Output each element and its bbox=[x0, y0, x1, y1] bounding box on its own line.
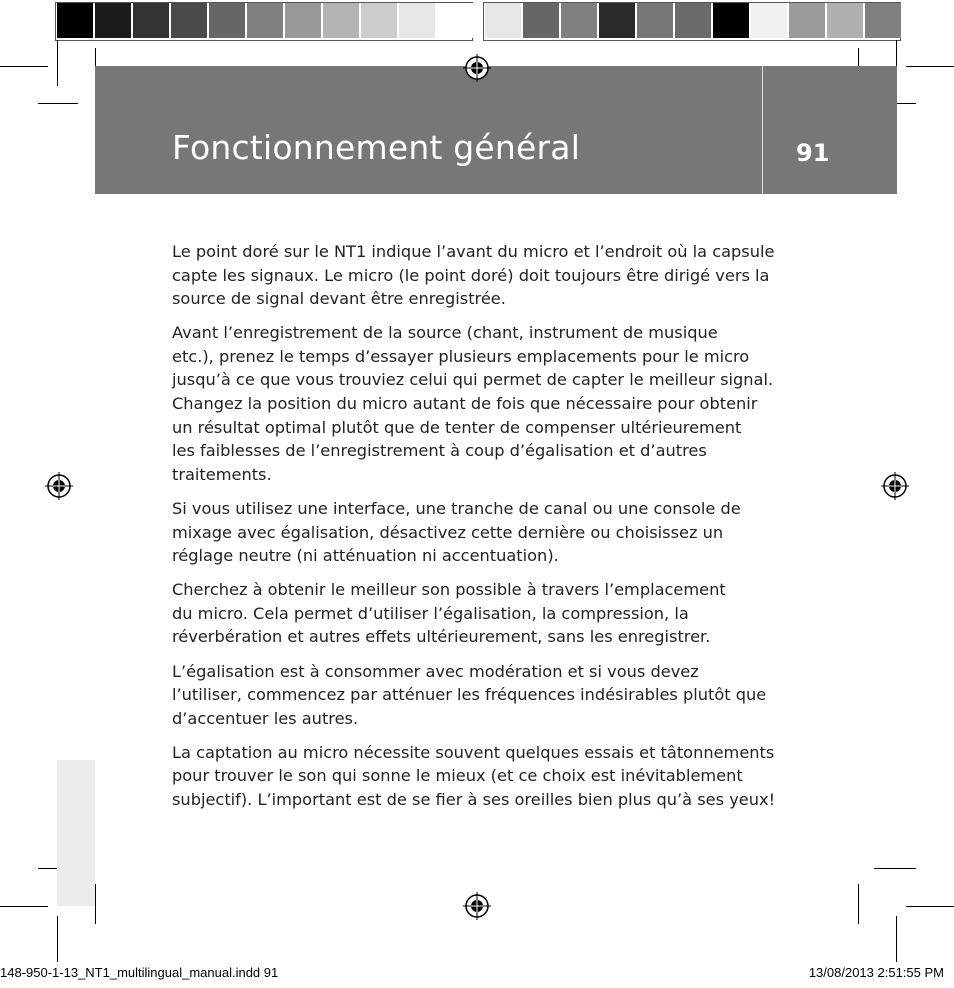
color-swatch bbox=[713, 3, 749, 38]
paragraph bbox=[172, 321, 832, 486]
text-line: réverbération et autres effets ultérieurement, sans les enregistrer. bbox=[172, 627, 711, 647]
paragraph bbox=[172, 660, 832, 731]
color-swatch bbox=[485, 3, 521, 38]
crop-mark bbox=[858, 884, 859, 924]
crop-mark bbox=[57, 40, 58, 86]
paragraph bbox=[172, 497, 832, 568]
color-swatch bbox=[285, 3, 321, 38]
color-swatch bbox=[399, 3, 435, 38]
text-line: un résultat optimal plutôt que de tenter de compenser ultérieurement bbox=[172, 417, 742, 437]
text-line: La captation au micro nécessite souvent quelques essais et tâtonnements bbox=[172, 742, 775, 762]
color-swatch bbox=[323, 3, 359, 38]
color-swatch bbox=[247, 3, 283, 38]
crop-mark bbox=[0, 906, 48, 907]
color-swatch bbox=[209, 3, 245, 38]
page-number: 91 bbox=[796, 139, 830, 167]
text-line: Cherchez à obtenir le meilleur son possible à travers l’emplacement bbox=[172, 580, 726, 600]
text-line: capte les signaux. Le micro (le point doré) doit toujours être dirigé vers la bbox=[172, 265, 770, 285]
text-line: les faiblesses de l’enregistrement à coup d’égalisation et d’autres bbox=[172, 441, 707, 461]
crop-mark bbox=[906, 66, 954, 67]
crop-mark bbox=[874, 868, 916, 869]
color-swatch bbox=[675, 3, 711, 38]
color-swatch bbox=[57, 3, 93, 38]
registration-mark-icon bbox=[463, 54, 491, 82]
text-line: Changez la position du micro autant de fois que nécessaire pour obtenir bbox=[172, 394, 758, 414]
text-line: pour trouver le son qui sonne le mieux (et ce choix est inévitablement bbox=[172, 766, 743, 786]
text-line: source de signal devant être enregistrée. bbox=[172, 289, 506, 309]
color-swatch bbox=[789, 3, 825, 38]
text-line: l’utiliser, commencez par atténuer les fréquences indésirables plutôt que bbox=[172, 685, 767, 705]
date-time: 13/08/2013 2:51:55 PM bbox=[808, 965, 944, 980]
text-line: d’accentuer les autres. bbox=[172, 708, 359, 728]
registration-mark-icon bbox=[881, 472, 909, 500]
header-separator bbox=[762, 66, 763, 194]
color-swatch bbox=[827, 3, 863, 38]
side-tab bbox=[57, 760, 95, 906]
color-swatch bbox=[95, 3, 131, 38]
color-swatch bbox=[361, 3, 397, 38]
paragraph bbox=[172, 240, 832, 311]
registration-mark-icon bbox=[463, 892, 491, 920]
text-line: réglage neutre (ni atténuation ni accentuation). bbox=[172, 546, 559, 566]
color-swatch bbox=[599, 3, 635, 38]
crop-mark bbox=[906, 906, 954, 907]
crop-mark bbox=[57, 916, 58, 962]
text-line: etc.), prenez le temps d’essayer plusieurs emplacements pour le micro bbox=[172, 346, 750, 366]
color-swatch bbox=[133, 3, 169, 38]
page-title: Fonctionnement général bbox=[172, 128, 581, 167]
registration-mark-icon bbox=[45, 472, 73, 500]
crop-mark bbox=[95, 884, 96, 924]
color-swatch bbox=[523, 3, 559, 38]
text-line: jusqu’à ce que vous trouviez celui qui permet de capter le meilleur signal. bbox=[172, 370, 774, 390]
color-swatch bbox=[637, 3, 673, 38]
text-line: du micro. Cela permet d’utiliser l’égalisation, la compression, la bbox=[172, 603, 689, 623]
text-line: Le point doré sur le NT1 indique l’avant du micro et l’endroit où la capsule bbox=[172, 242, 775, 261]
text-line: subjectif). L’important est de se fier à ses oreilles bien plus qu’à ses yeux! bbox=[172, 789, 776, 809]
color-swatch bbox=[865, 3, 901, 38]
crop-mark bbox=[38, 103, 78, 104]
text-line: L’égalisation est à consommer avec modération et si vous devez bbox=[172, 661, 699, 681]
paragraph bbox=[172, 741, 832, 812]
file-info: 148-950-1-13_NT1_multilingual_manual.indd 91 bbox=[0, 965, 279, 980]
color-swatch bbox=[437, 3, 473, 38]
color-swatch bbox=[171, 3, 207, 38]
paragraph bbox=[172, 578, 832, 649]
crop-mark bbox=[896, 916, 897, 962]
crop-mark bbox=[0, 66, 48, 67]
color-swatch bbox=[561, 3, 597, 38]
text-line: mixage avec égalisation, désactivez cette dernière ou choisissez un bbox=[172, 522, 724, 542]
text-line: Si vous utilisez une interface, une tranche de canal ou une console de bbox=[172, 498, 741, 518]
text-line: traitements. bbox=[172, 464, 272, 484]
body-text bbox=[172, 240, 832, 822]
color-swatch bbox=[751, 3, 787, 38]
text-line: Avant l’enregistrement de la source (chant, instrument de musique bbox=[172, 323, 718, 343]
